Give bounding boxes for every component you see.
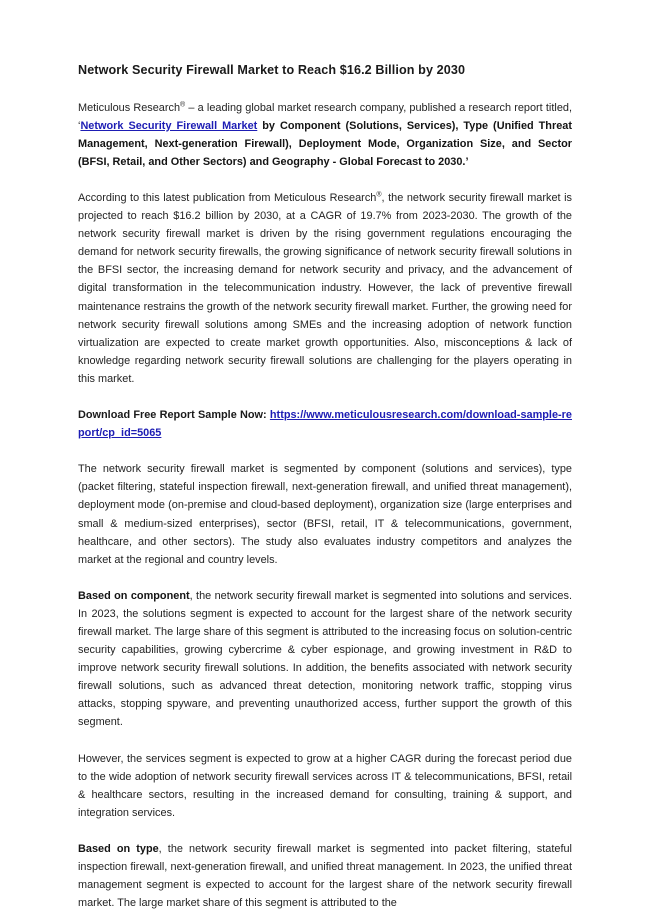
paragraph-intro — [78, 99, 572, 171]
based-on-component-lead: Based on component — [78, 589, 190, 602]
overview-part-2: , the network security firewall market is projected to reach $16.2 billion by 2030, at a CAGR of 19.7% from 2023-2030. The growth of the network security firewall market is driven by the rising government regulations encouraging the demand for network security firewalls, the growing significance of network security firewall solutions in the BFSI sector, the increasing demand for network security and privacy, and the advancement of digital transformation in the telecommunication industry. However, the lack of preventive firewall maintenance restrains the growth of the network security firewall market. Further, the growing need for network security firewall solutions among SMEs and the increasing adoption of network function virtualization are expected to create market growth opportunities. Also, misconceptions & lack of knowledge regarding network security firewall solutions are challenging for the players operating in this market. — [78, 192, 572, 385]
paragraph-overview — [78, 189, 572, 388]
intro-lead-rest: – a leading global market research company, published a research report titled, ‘ — [78, 101, 572, 132]
paragraph-based-on-type — [78, 840, 572, 912]
registered-trademark-icon: ® — [180, 101, 186, 108]
based-on-type-lead: Based on type — [78, 842, 159, 855]
document-content — [78, 62, 572, 912]
download-sample-link[interactable]: https://www.meticulousresearch.com/download-sample-report/cp_id=5065 — [78, 409, 572, 440]
intro-company-name: Meticulous Research — [78, 101, 181, 114]
report-title-remainder: by Component (Solutions, Services), Type (Unified Threat Management, Next-generation Firewall), Deployment Mode, Organization Size, and Sector (BFSI, Retail, and Other Sectors) and Geography - Global Forecast to 2030.’ — [78, 119, 572, 168]
registered-trademark-icon: ® — [376, 191, 382, 199]
page-title: Network Security Firewall Market to Reach $16.2 Billion by 2030 — [78, 63, 466, 77]
paragraph-services-segment: However, the services segment is expected to grow at a higher CAGR during the forecast period due to the wide adoption of network security firewall services across IT & telecommunications, BFSI, retail & healthcare sectors, resulting in the increased demand for consulting, training & support, and integration services. — [78, 752, 572, 819]
paragraph-based-on-component — [78, 587, 572, 732]
paragraph-segmentation: The network security firewall market is segmented by component (solutions and services), type (packet filtering, stateful inspection firewall, next-generation firewall, and unified threat management), deployment mode (on-premise and cloud-based deployment), organization size (large enterprises and small & medium-sized enterprises), sector (BFSI, retail, IT & telecommunications, government, healthcare, and other sectors). The study also evaluates industry competitors and analyzes the market at the regional and country levels. — [78, 463, 572, 566]
based-on-component-body: , the network security firewall market is segmented into solutions and services. In 2023, the solutions segment is expected to account for the largest share of the network security firewall market. The large share of this segment is attributed to the increasing focus on solution-centric security capabilities, growing cybercrime & cyber espionage, and growing investment in R&D to improve network security firewall solutions. In addition, the benefits associated with network security firewall solutions, such as advanced threat detection, monitoring network traffic, stopping virus attacks, stopping spyware, and preventing unauthorized access, further support the growth of this segment. — [78, 589, 572, 729]
download-sample-label: Download Free Report Sample Now: — [78, 409, 267, 422]
report-title-link[interactable]: Network Security Firewall Market — [80, 119, 258, 132]
overview-part-1: According to this latest publication from Meticulous Research — [78, 192, 377, 204]
based-on-type-body: , the network security firewall market is segmented into packet filtering, stateful inspection firewall, next-generation firewall, and unified threat management. In 2023, the unified threat management segment is expected to account for the largest share of the network security firewall market. The large market share of this segment is attributed to the — [78, 842, 572, 910]
paragraph-download-sample — [78, 406, 572, 442]
